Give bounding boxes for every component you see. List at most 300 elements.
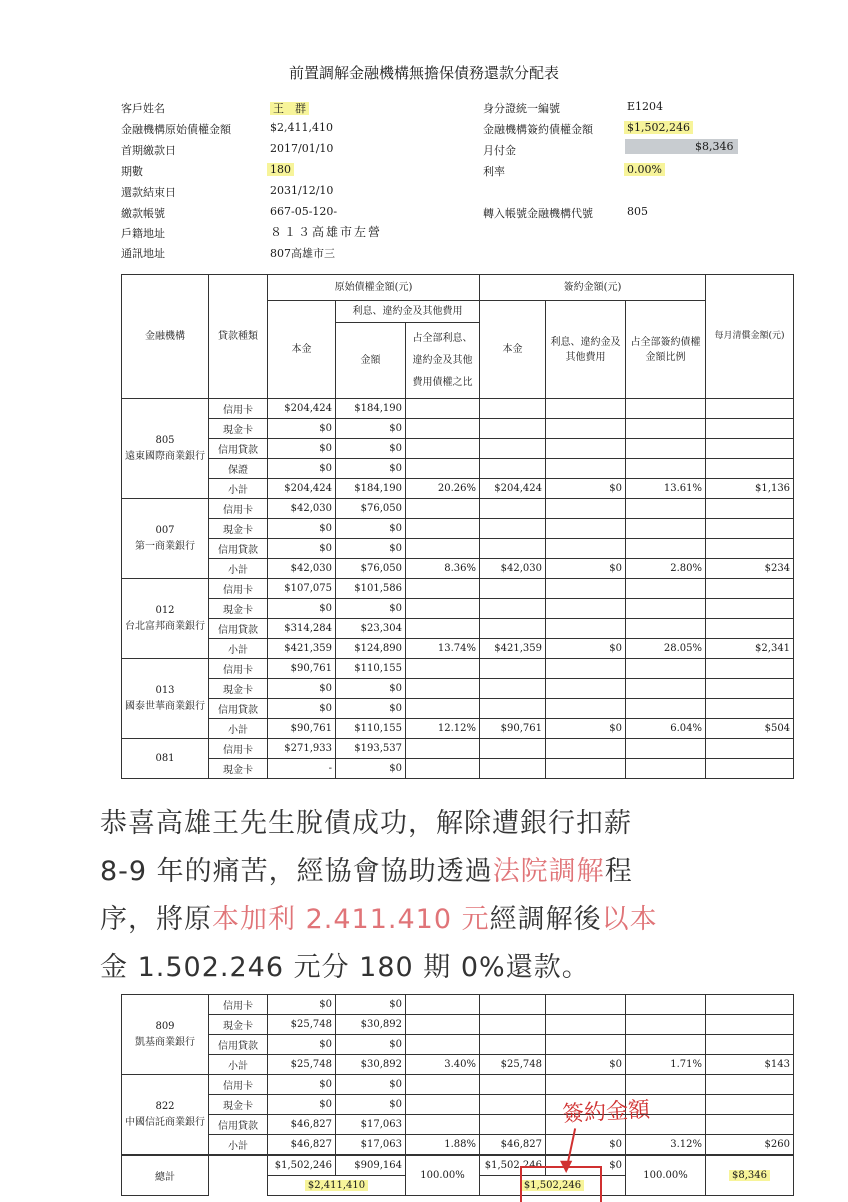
table-cell: $234 <box>706 559 794 579</box>
table-row <box>122 1055 794 1075</box>
table-cell: 13.74% <box>406 639 480 659</box>
reg-label: 戶籍地址 <box>121 227 165 240</box>
table-cell: $1,136 <box>706 479 794 499</box>
table-row <box>122 639 794 659</box>
table-cell <box>546 1075 626 1095</box>
account-value: 667-05-120- <box>270 205 338 218</box>
table-cell <box>406 995 480 1015</box>
table-cell <box>480 619 546 639</box>
table-cell: $184,190 <box>336 479 406 499</box>
total-signed-interest: $0 <box>546 1155 626 1176</box>
table-row <box>122 459 794 479</box>
table-cell <box>706 1095 794 1115</box>
table-cell <box>546 519 626 539</box>
table-row <box>122 1115 794 1135</box>
table-cell: $46,827 <box>268 1135 336 1156</box>
message-line-4: 金 1.502.246 元分 180 期 0%還款。 <box>100 952 590 983</box>
table-cell <box>480 1075 546 1095</box>
table-cell: $0 <box>336 1095 406 1115</box>
table-cell <box>406 699 480 719</box>
table-row <box>122 759 794 779</box>
rate-value: 0.00% <box>624 163 665 176</box>
table-cell <box>406 499 480 519</box>
table-cell: $143 <box>706 1055 794 1075</box>
table-cell: $0 <box>268 679 336 699</box>
table-cell: $0 <box>546 719 626 739</box>
loan-type: 現金卡 <box>209 419 268 439</box>
table-cell <box>626 659 706 679</box>
table-cell <box>706 419 794 439</box>
orig-label: 金融機構原始債權金額 <box>121 123 231 136</box>
table-cell: $101,586 <box>336 579 406 599</box>
table-cell: $42,030 <box>480 559 546 579</box>
mail-label: 通訊地址 <box>121 247 165 260</box>
table-cell <box>706 579 794 599</box>
loan-type: 現金卡 <box>209 519 268 539</box>
id-label: 身分證統一編號 <box>483 102 560 115</box>
loan-type: 信用卡 <box>209 399 268 419</box>
loan-type: 現金卡 <box>209 759 268 779</box>
table-cell: 8.36% <box>406 559 480 579</box>
table-cell <box>706 459 794 479</box>
table-cell: 12.12% <box>406 719 480 739</box>
table-cell: $0 <box>546 1055 626 1075</box>
table-cell <box>406 459 480 479</box>
header-orig: 原始債權金額(元) <box>268 275 480 301</box>
bank-name: 805 遠東國際商業銀行 <box>122 399 209 499</box>
table-row <box>122 579 794 599</box>
table-cell: $0 <box>546 1135 626 1156</box>
table-cell <box>406 519 480 539</box>
table-row <box>122 499 794 519</box>
table-cell: $42,030 <box>268 559 336 579</box>
table-cell <box>480 759 546 779</box>
table-cell: $90,761 <box>268 659 336 679</box>
table-cell: $107,075 <box>268 579 336 599</box>
table-cell <box>480 1035 546 1055</box>
header-signed: 簽約金額(元) <box>480 275 706 301</box>
table-cell <box>706 659 794 679</box>
table-cell <box>480 1015 546 1035</box>
table-cell <box>546 659 626 679</box>
loan-type: 信用卡 <box>209 659 268 679</box>
table-cell <box>546 579 626 599</box>
table-cell: $0 <box>336 439 406 459</box>
table-cell <box>626 439 706 459</box>
table-cell <box>626 739 706 759</box>
table-cell: $260 <box>706 1135 794 1156</box>
total-orig-sum: $2,411,410 <box>305 1180 368 1191</box>
table-cell: $0 <box>268 1095 336 1115</box>
table-cell: 6.04% <box>626 719 706 739</box>
table-cell <box>546 419 626 439</box>
table-cell: $0 <box>336 539 406 559</box>
table-cell <box>406 1015 480 1035</box>
table-cell: $271,933 <box>268 739 336 759</box>
table-cell <box>626 759 706 779</box>
table-cell <box>706 1075 794 1095</box>
table-cell <box>480 659 546 679</box>
loan-type: 信用卡 <box>209 1075 268 1095</box>
table-cell: 1.71% <box>626 1055 706 1075</box>
bank-name: 013 國泰世華商業銀行 <box>122 659 209 739</box>
table-row <box>122 1095 794 1115</box>
periods-label: 期數 <box>121 165 143 178</box>
table-cell: $0 <box>268 419 336 439</box>
table-cell <box>626 699 706 719</box>
table-cell: 3.40% <box>406 1055 480 1075</box>
table-cell <box>626 679 706 699</box>
table-cell <box>546 1035 626 1055</box>
table-cell <box>626 1015 706 1035</box>
table-cell <box>546 599 626 619</box>
table-cell <box>480 399 546 419</box>
id-value: E1204 <box>627 100 664 113</box>
loan-type: 現金卡 <box>209 1015 268 1035</box>
table-row <box>122 399 794 419</box>
loan-type: 現金卡 <box>209 599 268 619</box>
table-cell: $90,761 <box>268 719 336 739</box>
table-row <box>122 1075 794 1095</box>
table-cell: $0 <box>336 995 406 1015</box>
table-cell: $25,748 <box>268 1055 336 1075</box>
account-label: 繳款帳號 <box>121 207 165 220</box>
bank-name: 809 凱基商業銀行 <box>122 995 209 1075</box>
table-cell: $17,063 <box>336 1115 406 1135</box>
table-cell <box>706 619 794 639</box>
loan-type: 信用貸款 <box>209 439 268 459</box>
table-cell <box>706 1035 794 1055</box>
table-cell: 1.88% <box>406 1135 480 1156</box>
first-label: 首期繳款日 <box>121 144 176 157</box>
total-signed-ratio: 100.00% <box>626 1155 706 1196</box>
table-cell: $0 <box>268 519 336 539</box>
loan-type: 信用貸款 <box>209 699 268 719</box>
table-cell: 3.12% <box>626 1135 706 1156</box>
transfer-label: 轉入帳號金融機構代號 <box>483 207 593 220</box>
table-cell <box>406 739 480 759</box>
table-cell: $76,050 <box>336 499 406 519</box>
table-row <box>122 739 794 759</box>
loan-type: 信用貸款 <box>209 1115 268 1135</box>
header-interest-group: 利息、違約金及其他費用 <box>336 301 480 323</box>
first-value: 2017/01/10 <box>270 142 334 155</box>
header-ratio-orig: 占全部利息、違約金及其他費用債權之比 <box>406 323 480 399</box>
table-cell <box>480 599 546 619</box>
table-cell: $0 <box>336 679 406 699</box>
table-cell <box>406 579 480 599</box>
table-cell <box>406 619 480 639</box>
total-interest: $909,164 <box>336 1155 406 1176</box>
table-cell: $0 <box>336 459 406 479</box>
table-cell <box>406 399 480 419</box>
total-principal: $1,502,246 <box>268 1155 336 1176</box>
table-cell: $0 <box>336 1035 406 1055</box>
table-cell: $42,030 <box>268 499 336 519</box>
table-cell <box>706 439 794 459</box>
table-cell <box>626 419 706 439</box>
table-row <box>122 619 794 639</box>
table-cell: $504 <box>706 719 794 739</box>
table-row <box>122 699 794 719</box>
table-cell <box>546 1015 626 1035</box>
table-row <box>122 679 794 699</box>
table-cell <box>480 1115 546 1135</box>
total-signed-principal: $1,502,246 <box>480 1155 546 1176</box>
table-cell <box>626 399 706 419</box>
mail-value: 807高雄市三 <box>270 247 335 260</box>
table-cell <box>706 519 794 539</box>
table-row <box>122 419 794 439</box>
loan-type: 現金卡 <box>209 1095 268 1115</box>
table-cell <box>480 439 546 459</box>
table-cell: $0 <box>268 1075 336 1095</box>
loan-type: 信用貸款 <box>209 1035 268 1055</box>
table-cell <box>546 499 626 519</box>
loan-type: 信用貸款 <box>209 539 268 559</box>
table-cell <box>626 459 706 479</box>
table-cell <box>406 759 480 779</box>
table-cell <box>480 699 546 719</box>
table-row <box>122 559 794 579</box>
table-cell: $0 <box>268 599 336 619</box>
allocation-table-continued <box>121 994 794 1196</box>
table-cell <box>406 659 480 679</box>
table-cell <box>480 539 546 559</box>
table-cell <box>626 519 706 539</box>
table-cell: $110,155 <box>336 719 406 739</box>
table-cell: 20.26% <box>406 479 480 499</box>
table-cell <box>480 1095 546 1115</box>
header-signed-interest: 利息、違約金及其他費用 <box>546 301 626 399</box>
table-cell: $0 <box>336 699 406 719</box>
loan-type: 信用卡 <box>209 995 268 1015</box>
table-cell <box>546 739 626 759</box>
table-cell <box>546 995 626 1015</box>
loan-type: 現金卡 <box>209 679 268 699</box>
table-cell: $0 <box>336 419 406 439</box>
table-cell <box>406 419 480 439</box>
table-cell: $0 <box>268 459 336 479</box>
table-cell <box>480 459 546 479</box>
monthly-value: $8,346 <box>625 139 738 154</box>
table-cell: $0 <box>336 519 406 539</box>
bank-name: 007 第一商業銀行 <box>122 499 209 579</box>
table-cell: $30,892 <box>336 1015 406 1035</box>
table-cell <box>406 679 480 699</box>
table-cell: $0 <box>336 599 406 619</box>
table-cell: $25,748 <box>480 1055 546 1075</box>
table-cell <box>406 1035 480 1055</box>
loan-type: 信用卡 <box>209 579 268 599</box>
table-cell: $90,761 <box>480 719 546 739</box>
table-cell: $204,424 <box>268 479 336 499</box>
table-cell: 28.05% <box>626 639 706 659</box>
table-cell <box>406 1075 480 1095</box>
reg-value: ８１３高雄市左營 <box>270 225 383 239</box>
monthly-label: 月付金 <box>483 144 516 157</box>
table-cell: $110,155 <box>336 659 406 679</box>
message-line-2: 8-9 年的痛苦，經協會協助透過法院調解程 <box>100 856 633 887</box>
loan-type: 信用卡 <box>209 739 268 759</box>
table-cell <box>626 599 706 619</box>
end-label: 還款結束日 <box>121 186 176 199</box>
name-value: 王 群 <box>270 102 309 115</box>
table-cell <box>706 679 794 699</box>
end-value: 2031/12/10 <box>270 184 334 197</box>
total-signed-sum: $1,502,246 <box>521 1180 584 1191</box>
table-cell <box>706 739 794 759</box>
table-row <box>122 439 794 459</box>
table-cell: $421,359 <box>268 639 336 659</box>
header-bank: 金融機構 <box>122 275 209 399</box>
header-type: 貸款種類 <box>209 275 268 399</box>
table-cell: $0 <box>268 1035 336 1055</box>
loan-type: 小計 <box>209 719 268 739</box>
bank-name: 081 <box>122 739 209 779</box>
table-cell: $314,284 <box>268 619 336 639</box>
table-cell <box>626 1035 706 1055</box>
table-cell <box>706 759 794 779</box>
table-cell: 13.61% <box>626 479 706 499</box>
header-monthly: 每月清償金額(元) <box>706 275 794 399</box>
loan-type: 信用貸款 <box>209 619 268 639</box>
table-cell <box>480 679 546 699</box>
table-cell <box>706 539 794 559</box>
name-label: 客戶姓名 <box>121 102 165 115</box>
table-cell: 2.80% <box>626 559 706 579</box>
table-cell: $193,537 <box>336 739 406 759</box>
table-cell: $46,827 <box>480 1135 546 1156</box>
loan-type: 小計 <box>209 559 268 579</box>
table-cell <box>626 1075 706 1095</box>
table-cell: $0 <box>546 559 626 579</box>
table-cell <box>480 499 546 519</box>
table-cell <box>546 759 626 779</box>
table-cell: $0 <box>336 1075 406 1095</box>
table-cell <box>480 519 546 539</box>
bank-name: 012 台北富邦商業銀行 <box>122 579 209 659</box>
table-cell: $421,359 <box>480 639 546 659</box>
loan-type: 小計 <box>209 479 268 499</box>
loan-type: 小計 <box>209 1055 268 1075</box>
loan-type: 小計 <box>209 639 268 659</box>
table-cell: $0 <box>268 995 336 1015</box>
table-cell: $0 <box>268 439 336 459</box>
table-row <box>122 479 794 499</box>
table-cell <box>706 599 794 619</box>
table-cell: $0 <box>268 699 336 719</box>
table-cell: $204,424 <box>268 399 336 419</box>
table-cell: - <box>268 759 336 779</box>
total-ratio: 100.00% <box>406 1155 480 1196</box>
handwritten-annotation: 簽約金額 <box>561 1097 651 1128</box>
table-cell: $0 <box>546 639 626 659</box>
table-row <box>122 719 794 739</box>
table-cell <box>406 539 480 559</box>
total-monthly: $8,346 <box>729 1170 770 1181</box>
table-cell <box>406 1095 480 1115</box>
table-row <box>122 659 794 679</box>
table-cell <box>626 579 706 599</box>
table-cell <box>546 459 626 479</box>
message-line-3: 序，將原本加利 2.411.410 元經調解後以本 <box>100 904 658 935</box>
signed-value: $1,502,246 <box>624 121 693 134</box>
table-row <box>122 519 794 539</box>
table-row <box>122 1035 794 1055</box>
table-cell: $30,892 <box>336 1055 406 1075</box>
table-row <box>122 1015 794 1035</box>
table-cell: $76,050 <box>336 559 406 579</box>
table-cell: $204,424 <box>480 479 546 499</box>
table-cell <box>546 679 626 699</box>
table-cell <box>480 419 546 439</box>
table-cell <box>626 619 706 639</box>
arrowhead-icon: ▼ <box>560 1156 573 1175</box>
table-cell <box>546 399 626 419</box>
table-cell <box>546 439 626 459</box>
table-cell <box>480 995 546 1015</box>
table-cell <box>480 579 546 599</box>
table-cell <box>480 739 546 759</box>
table-cell <box>626 539 706 559</box>
table-cell <box>546 699 626 719</box>
transfer-value: 805 <box>627 205 648 218</box>
table-cell: $124,890 <box>336 639 406 659</box>
table-cell: $46,827 <box>268 1115 336 1135</box>
table-cell: $25,748 <box>268 1015 336 1035</box>
allocation-table <box>121 274 794 779</box>
orig-value: $2,411,410 <box>270 121 333 134</box>
table-cell <box>706 699 794 719</box>
total-label: 總計 <box>122 1155 209 1196</box>
table-row <box>122 599 794 619</box>
table-cell: $184,190 <box>336 399 406 419</box>
header-amount: 金額 <box>336 323 406 399</box>
rate-label: 利率 <box>483 165 505 178</box>
table-cell <box>626 995 706 1015</box>
header-signed-principal: 本金 <box>480 301 546 399</box>
red-pen-box <box>520 1166 602 1202</box>
table-cell: $0 <box>546 479 626 499</box>
table-cell <box>406 599 480 619</box>
table-cell <box>706 499 794 519</box>
page-title: 前置調解金融機構無擔保債務還款分配表 <box>288 64 559 82</box>
table-cell: $23,304 <box>336 619 406 639</box>
table-cell: $0 <box>268 539 336 559</box>
bank-name: 822 中國信託商業銀行 <box>122 1075 209 1156</box>
loan-type: 保證 <box>209 459 268 479</box>
table-cell <box>706 399 794 419</box>
header-signed-ratio: 占全部簽約債權金額比例 <box>626 301 706 399</box>
table-row <box>122 539 794 559</box>
loan-type: 信用卡 <box>209 499 268 519</box>
table-row <box>122 1135 794 1156</box>
table-cell <box>406 439 480 459</box>
table-cell <box>626 499 706 519</box>
table-cell: $0 <box>336 759 406 779</box>
signed-label: 金融機構簽約債權金額 <box>483 123 593 136</box>
table-cell <box>546 539 626 559</box>
header-principal: 本金 <box>268 301 336 399</box>
table-cell <box>706 1015 794 1035</box>
periods-value: 180 <box>267 163 294 176</box>
table-cell: $2,341 <box>706 639 794 659</box>
table-cell <box>706 995 794 1015</box>
loan-type: 小計 <box>209 1135 268 1156</box>
table-row <box>122 995 794 1015</box>
table-cell <box>706 1115 794 1135</box>
